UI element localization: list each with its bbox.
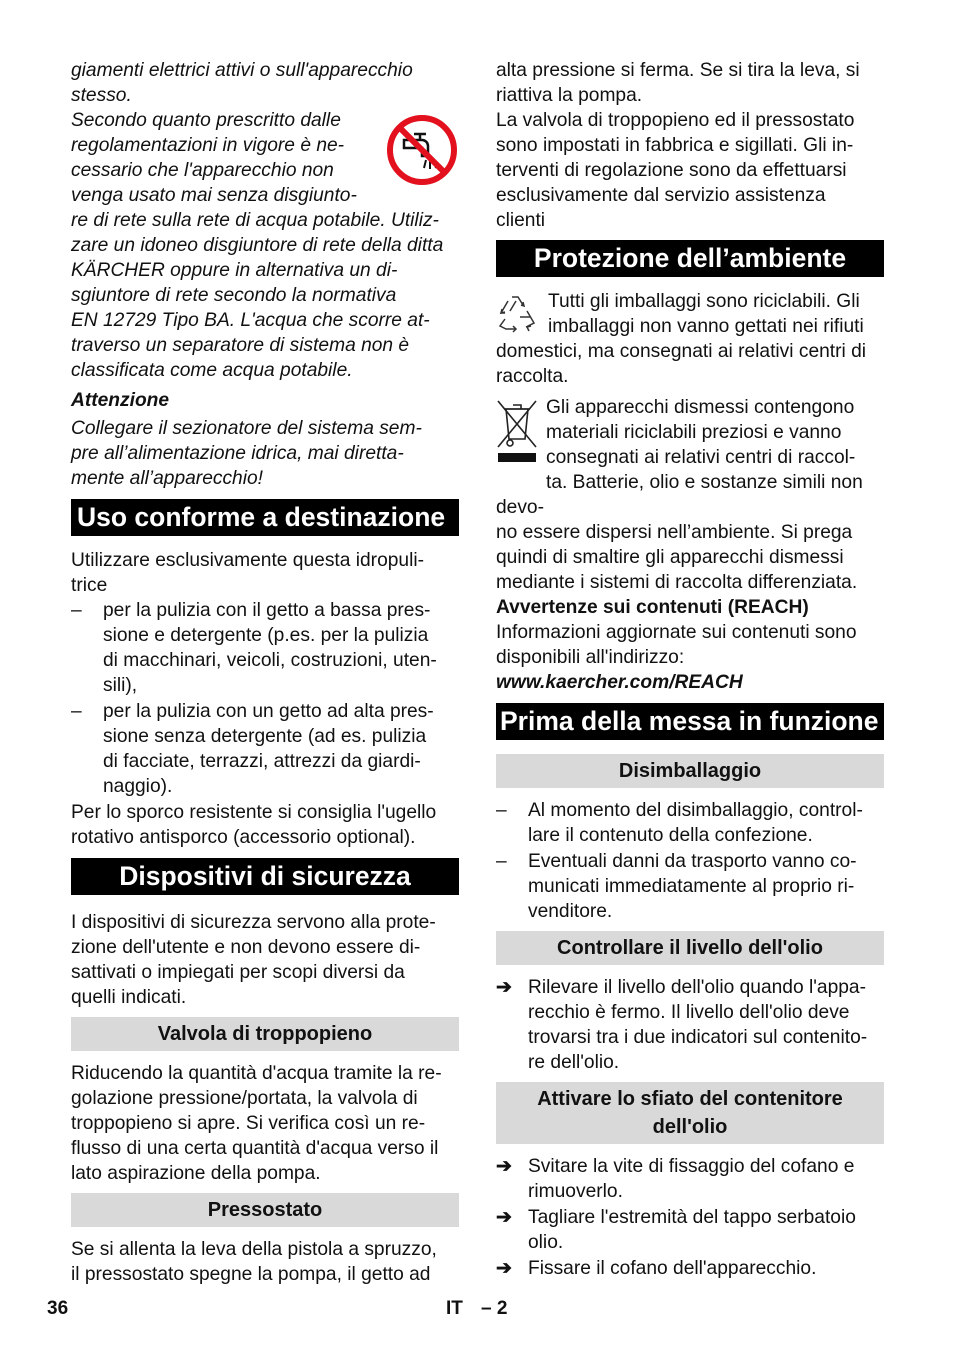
list-line: Eventuali danni da trasporto vanno co- (528, 851, 857, 872)
heading-uso: Uso conforme a destinazione (71, 499, 459, 536)
reg-line: traverso un separatore di sistema non è (71, 335, 410, 356)
heading-olio: Controllare il livello dell'olio (496, 931, 884, 965)
recycle-icon (496, 293, 540, 339)
weee-line: mediante i sistemi di raccolta differenziata. (496, 572, 858, 593)
list-line: di macchinari, veicoli, costruzioni, uten- (103, 650, 437, 671)
valvola-line: flusso di una certa quantità d'acqua verso il (71, 1138, 439, 1159)
valvola-line: troppopieno si apre. Si verifica così un re- (71, 1113, 426, 1134)
list-line: municati immediatamente al proprio ri- (528, 876, 855, 897)
page-number: 36 (47, 1298, 69, 1319)
heading-line: Attivare lo sfiato del contenitore (537, 1088, 843, 1110)
recycle-line: imballaggi non vanno gettati nei rifiuti (548, 316, 864, 337)
list-line: trovarsi tra i due indicatori sul contenito- (528, 1027, 868, 1048)
right-column (496, 58, 884, 1281)
heading-valvola: Valvola di troppopieno (71, 1017, 459, 1051)
list-line: venditore. (528, 901, 613, 922)
reg-line: venga usato mai senza disgiunto- (71, 185, 357, 206)
list-line: Rilevare il livello dell'olio quando l'appa- (528, 977, 866, 998)
recycle-line: Tutti gli imballaggi sono riciclabili. Gli (548, 291, 860, 312)
reg-line: EN 12729 Tipo BA. L'acqua che scorre at- (71, 310, 430, 331)
cont-line: alta pressione si ferma. Se si tira la leva, si (496, 60, 860, 81)
no-drinking-water-icon (386, 114, 458, 192)
heading-sfiato (496, 1082, 884, 1144)
reg-line: Secondo quanto prescritto dalle (71, 110, 341, 131)
dispositivi-line: quelli indicati. (71, 987, 187, 1008)
crossed-bin-icon (496, 397, 538, 471)
heading-prima: Prima della messa in funzione (496, 703, 884, 740)
intro-line: stesso. (71, 85, 132, 106)
weee-line: Gli apparecchi dismessi contengono (546, 397, 855, 418)
list-line: sione e detergente (p.es. per la pulizia (103, 625, 429, 646)
language-code: IT (446, 1298, 463, 1319)
pressostato-line: Se si allenta la leva della pistola a spruzzo, (71, 1239, 437, 1260)
reach-title: Avvertenze sui contenuti (REACH) (496, 597, 809, 618)
recycle-line: raccolta. (496, 366, 569, 387)
arrow-marker: ➔ (496, 1258, 513, 1279)
reg-line: zare un idoneo disgiuntore di rete della ditta (71, 235, 444, 256)
list-line: naggio). (103, 776, 173, 797)
reach-url[interactable]: www.kaercher.com/REACH (496, 672, 743, 693)
list-line: Al momento del disimballaggio, control- (528, 800, 863, 821)
reach-line: Informazioni aggiornate sui contenuti sono (496, 622, 857, 643)
attention-line: Collegare il sezionatore del sistema sem- (71, 418, 422, 439)
heading-ambiente: Protezione dell’ambiente (496, 240, 884, 277)
dispositivi-line: sattivati o impiegati per scopi diversi da (71, 962, 405, 983)
attention-line: mente all’apparecchio! (71, 468, 263, 489)
reg-line: regolamentazioni in vigore è ne- (71, 135, 345, 156)
list-line: Svitare la vite di fissaggio del cofano e (528, 1156, 855, 1177)
weee-line: materiali riciclabili preziosi e vanno (546, 422, 842, 443)
attention-line: pre all’alimentazione idrica, mai diretta- (71, 443, 404, 464)
list-line: di facciate, terrazzi, attrezzi da giardi- (103, 751, 421, 772)
list-line: Fissare il cofano dell'apparecchio. (528, 1258, 817, 1279)
valvola-note-line: terventi di regolazione sono da effettuarsi (496, 160, 847, 181)
attention-label: Attenzione (71, 390, 170, 411)
list-item (496, 975, 884, 1075)
reg-line: KÄRCHER oppure in alternativa un di- (71, 260, 398, 281)
list-line: per la pulizia con un getto ad alta pres- (103, 701, 434, 722)
valvola-note-line: La valvola di troppopieno ed il pressostato (496, 110, 855, 131)
list-item (496, 798, 884, 848)
sub-page-number: – 2 (481, 1298, 508, 1319)
uso-intro: Utilizzare esclusivamente questa idropuli- (71, 550, 424, 571)
dash-marker: – (71, 701, 82, 722)
list-item (71, 699, 459, 799)
valvola-note-line: sono impostati in fabbrica e sigillati. Gli in- (496, 135, 854, 156)
list-item (496, 1256, 884, 1281)
dash-marker: – (496, 800, 507, 821)
dash-marker: – (71, 600, 82, 621)
reg-line: sgiuntore di rete secondo la normativa (71, 285, 397, 306)
dispositivi-line: I dispositivi di sicurezza servono alla prote- (71, 912, 436, 933)
dispositivi-line: zione dell'utente e non devono essere di- (71, 937, 421, 958)
arrow-marker: ➔ (496, 1156, 513, 1177)
reg-line: classificata come acqua potabile. (71, 360, 353, 381)
list-item (496, 1154, 884, 1204)
intro-line: giamenti elettrici attivi o sull'apparecchio (71, 60, 413, 81)
list-item (496, 849, 884, 924)
weee-line: quindi di smaltire gli apparecchi dismessi (496, 547, 844, 568)
left-column (71, 58, 459, 1287)
list-line: olio. (528, 1232, 564, 1253)
reach-line: disponibili all'indirizzo: (496, 647, 685, 668)
arrow-marker: ➔ (496, 977, 513, 998)
list-line: recchio è fermo. Il livello dell'olio deve (528, 1002, 850, 1023)
dash-marker: – (496, 851, 507, 872)
uso-outro: rotativo antisporco (accessorio optional). (71, 827, 416, 848)
reg-line: cessario che l'apparecchio non (71, 160, 334, 181)
reg-line: re di rete sulla rete di acqua potabile. Utiliz- (71, 210, 439, 231)
list-line: Tagliare l'estremità del tappo serbatoio (528, 1207, 856, 1228)
list-line: sili), (103, 675, 138, 696)
weee-line: ta. Batterie, olio e sostanze simili non devo- (496, 472, 863, 518)
cont-line: riattiva la pompa. (496, 85, 643, 106)
weee-line: consegnati ai relativi centri di raccol- (546, 447, 856, 468)
uso-intro: trice (71, 575, 108, 596)
uso-outro: Per lo sporco resistente si consiglia l'ugello (71, 802, 437, 823)
valvola-note-line: clienti (496, 210, 546, 231)
valvola-note-line: esclusivamente dal servizio assistenza (496, 185, 826, 206)
list-line: rimuoverlo. (528, 1181, 623, 1202)
weee-line: no essere dispersi nell’ambiente. Si prega (496, 522, 853, 543)
list-line: re dell'olio. (528, 1052, 620, 1073)
valvola-line: Riducendo la quantità d'acqua tramite la re- (71, 1063, 442, 1084)
valvola-line: golazione pressione/portata, la valvola di (71, 1088, 418, 1109)
list-item (496, 1205, 884, 1255)
list-item (71, 598, 459, 698)
heading-dispositivi: Dispositivi di sicurezza (71, 858, 459, 895)
valvola-line: lato aspirazione della pompa. (71, 1163, 321, 1184)
list-line: sione senza detergente (ad es. pulizia (103, 726, 427, 747)
pressostato-line: il pressostato spegne la pompa, il getto ad (71, 1264, 431, 1285)
list-line: lare il contenuto della confezione. (528, 825, 813, 846)
heading-pressostato: Pressostato (71, 1193, 459, 1227)
arrow-marker: ➔ (496, 1207, 513, 1228)
heading-line: dell'olio (652, 1116, 728, 1138)
list-line: per la pulizia con il getto a bassa pres- (103, 600, 431, 621)
recycle-line: domestici, ma consegnati ai relativi centri di (496, 341, 867, 362)
heading-disimballaggio: Disimballaggio (496, 754, 884, 788)
